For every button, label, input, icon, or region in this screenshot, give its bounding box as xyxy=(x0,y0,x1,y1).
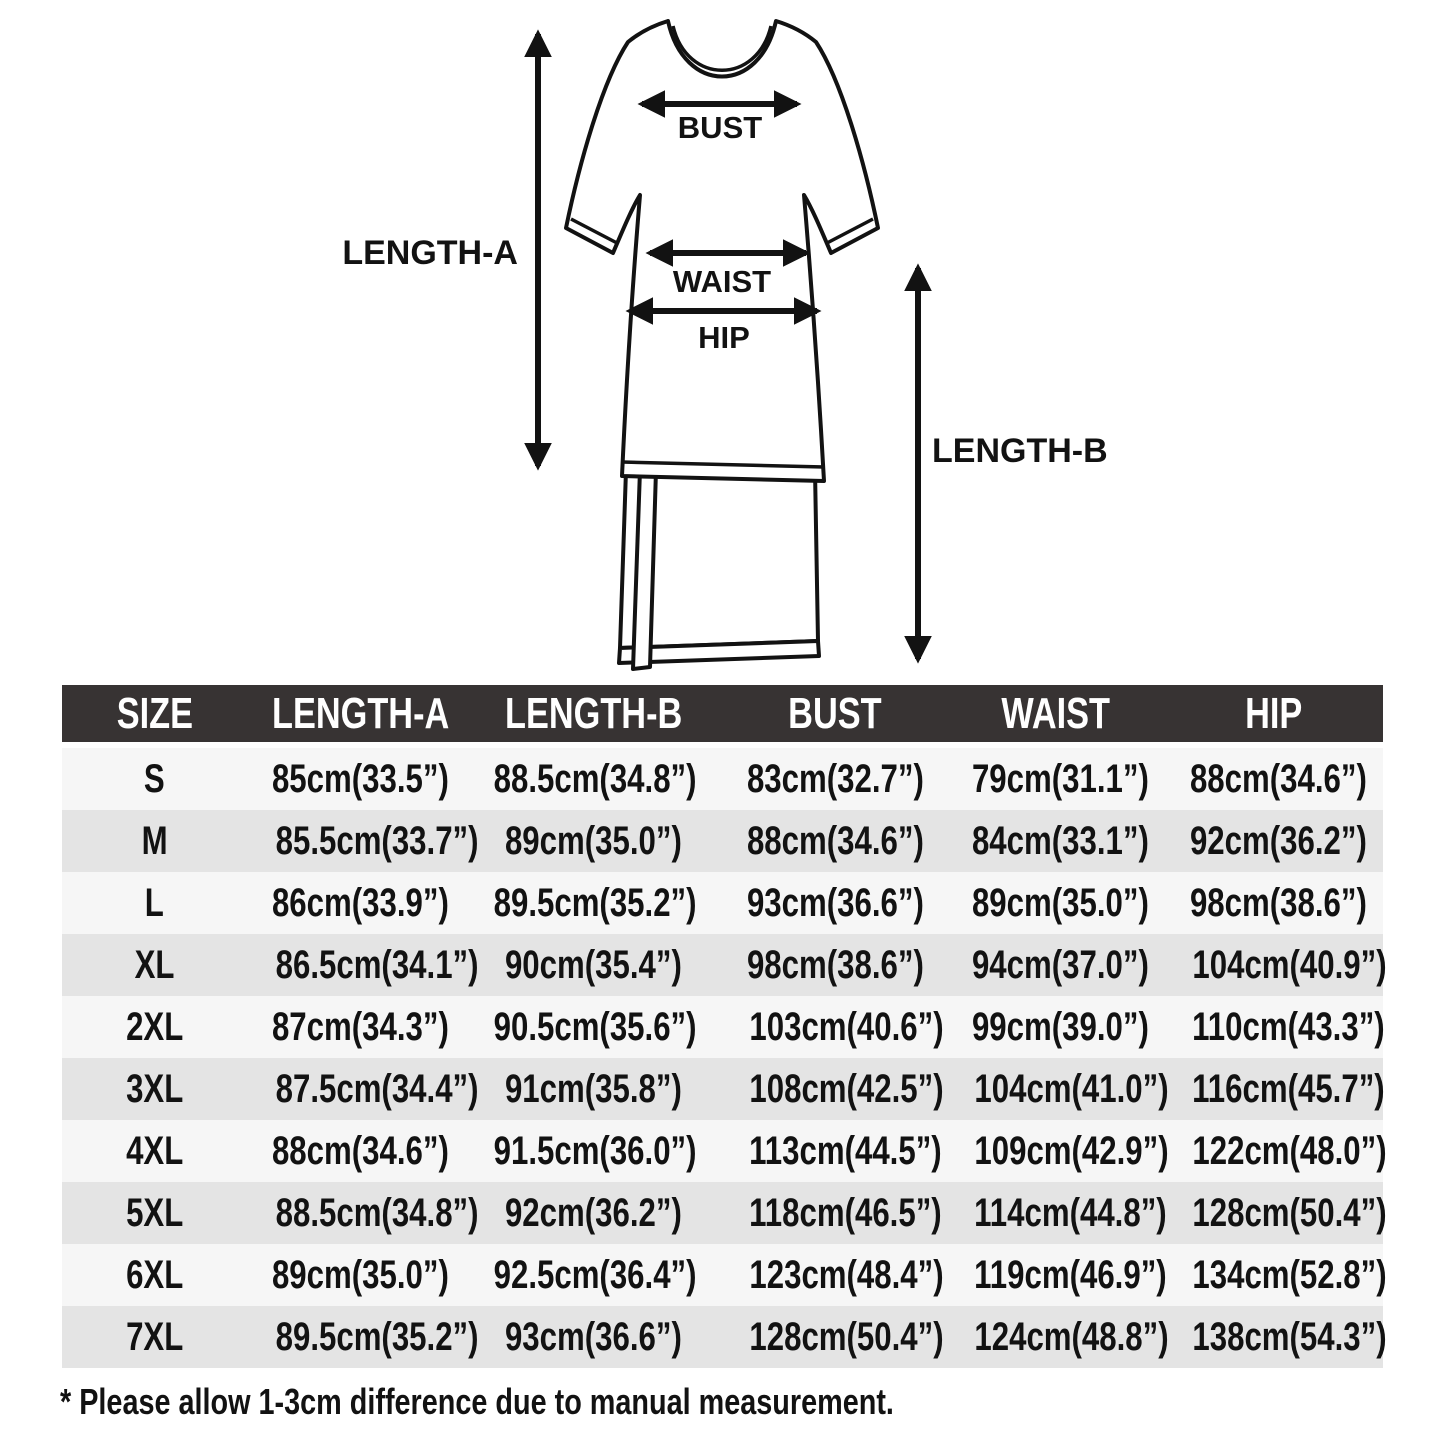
cell-text: 7XL xyxy=(125,1314,184,1359)
measurement-cell xyxy=(722,1306,947,1368)
measurement-cell xyxy=(722,1182,947,1244)
cell-text: 122cm(48.0”) xyxy=(1192,1128,1387,1173)
cell-text: 91cm(35.8”) xyxy=(505,1066,683,1111)
table-row xyxy=(62,810,1383,872)
measurement-cell xyxy=(1165,1120,1387,1182)
bust-label: BUST xyxy=(677,110,763,145)
size-cell xyxy=(62,1306,247,1368)
cell-text: 128cm(50.4”) xyxy=(1192,1190,1387,1235)
size-chart-table xyxy=(62,685,1387,1368)
size-cell xyxy=(62,1120,247,1182)
size-table-body xyxy=(62,745,1387,1368)
measurement-cell xyxy=(722,996,947,1058)
table-row xyxy=(62,1182,1383,1244)
measurement-cell xyxy=(247,1244,465,1306)
cell-text: 89.5cm(35.2”) xyxy=(275,1314,479,1359)
cell-text: 118cm(46.5”) xyxy=(749,1190,943,1235)
cell-text: 79cm(31.1”) xyxy=(971,756,1149,801)
size-cell xyxy=(62,810,247,872)
measurement-cell xyxy=(722,745,947,810)
table-row xyxy=(62,1244,1383,1306)
cell-text: 5XL xyxy=(125,1190,184,1235)
length-b-label: LENGTH-B xyxy=(932,432,1108,470)
cell-text: 99cm(39.0”) xyxy=(971,1004,1149,1049)
size-cell xyxy=(62,745,247,810)
column-header-length-a: LENGTH-A xyxy=(247,685,465,745)
cell-text: 98cm(38.6”) xyxy=(747,942,925,987)
cell-text: 92.5cm(36.4”) xyxy=(493,1252,697,1297)
cell-text: 88.5cm(34.8”) xyxy=(493,756,697,801)
cell-text: 113cm(44.5”) xyxy=(749,1128,943,1173)
cell-text: 86cm(33.9”) xyxy=(271,880,449,925)
waist-label: WAIST xyxy=(672,264,772,299)
cell-text: L xyxy=(144,880,164,925)
cell-text: 86.5cm(34.1”) xyxy=(275,942,479,987)
cell-text: XL xyxy=(134,942,175,987)
cell-text: 124cm(48.8”) xyxy=(974,1314,1169,1359)
cell-text: 85.5cm(33.7”) xyxy=(275,818,479,863)
cell-text: 89cm(35.0”) xyxy=(271,1252,449,1297)
measurement-cell xyxy=(947,1182,1165,1244)
measurement-cell xyxy=(465,1244,723,1306)
table-header-row xyxy=(62,685,1383,745)
cell-text: M xyxy=(141,818,168,863)
cell-text: 89cm(35.0”) xyxy=(971,880,1149,925)
size-cell xyxy=(62,1244,247,1306)
measurement-cell xyxy=(722,1058,947,1120)
measurement-note xyxy=(60,1382,1102,1422)
cell-text: 116cm(45.7”) xyxy=(1192,1066,1385,1111)
measurement-cell xyxy=(1165,810,1383,872)
cell-text: 110cm(43.3”) xyxy=(1192,1004,1385,1049)
cell-text: 87.5cm(34.4”) xyxy=(275,1066,479,1111)
measurement-cell xyxy=(465,996,723,1058)
measurement-cell xyxy=(947,934,1165,996)
measurement-cell xyxy=(465,745,723,810)
measurement-cell xyxy=(247,1182,479,1244)
measurement-cell xyxy=(947,1058,1169,1120)
measurement-cell xyxy=(947,1120,1169,1182)
size-cell xyxy=(62,872,247,934)
cell-text: 6XL xyxy=(125,1252,184,1297)
measurement-cell xyxy=(947,1244,1165,1306)
measurement-cell xyxy=(1165,1182,1387,1244)
cell-text: 123cm(48.4”) xyxy=(749,1252,945,1297)
cell-text: 85cm(33.5”) xyxy=(271,756,449,801)
measurement-cell xyxy=(247,1058,479,1120)
cell-text: 88cm(34.6”) xyxy=(271,1128,449,1173)
size-cell xyxy=(62,1182,247,1244)
measurement-cell xyxy=(947,745,1165,810)
cell-text: 104cm(40.9”) xyxy=(1192,942,1387,987)
size-cell xyxy=(62,996,247,1058)
cell-text: 87cm(34.3”) xyxy=(271,1004,449,1049)
measurement-cell xyxy=(465,872,723,934)
garment-diagram xyxy=(0,0,1445,685)
cell-text: 94cm(37.0”) xyxy=(971,942,1149,987)
garment-drawing xyxy=(0,0,1445,685)
measurement-cell xyxy=(247,810,479,872)
table-row xyxy=(62,1306,1383,1368)
measurement-cell xyxy=(247,996,465,1058)
measurement-cell xyxy=(947,872,1165,934)
cell-text: 119cm(46.9”) xyxy=(974,1252,1167,1297)
cell-text: 89.5cm(35.2”) xyxy=(493,880,697,925)
cell-text: 90.5cm(35.6”) xyxy=(493,1004,697,1049)
measurement-cell xyxy=(947,810,1165,872)
cell-text: 2XL xyxy=(125,1004,184,1049)
length-a-label: LENGTH-A xyxy=(342,234,518,272)
measurement-cell xyxy=(1165,1306,1387,1368)
cell-text: 103cm(40.6”) xyxy=(749,1004,945,1049)
cell-text: 134cm(52.8”) xyxy=(1192,1252,1387,1297)
size-cell xyxy=(62,934,247,996)
size-cell xyxy=(62,1058,247,1120)
cell-text: 98cm(38.6”) xyxy=(1189,880,1367,925)
measurement-cell xyxy=(247,872,465,934)
measurement-cell xyxy=(247,745,465,810)
measurement-cell xyxy=(465,1306,723,1368)
measurement-cell xyxy=(465,810,723,872)
measurement-cell xyxy=(247,1306,479,1368)
table-row xyxy=(62,872,1383,934)
cell-text: 89cm(35.0”) xyxy=(505,818,683,863)
measurement-cell xyxy=(1165,1058,1383,1120)
cell-text: 138cm(54.3”) xyxy=(1192,1314,1387,1359)
cell-text: 83cm(32.7”) xyxy=(747,756,925,801)
cell-text: S xyxy=(144,756,165,801)
measurement-cell xyxy=(1165,745,1383,810)
measurement-cell xyxy=(722,1120,947,1182)
table-row xyxy=(62,996,1383,1058)
table-row xyxy=(62,934,1383,996)
table-row xyxy=(62,1058,1383,1120)
column-header-waist: WAIST xyxy=(947,685,1165,745)
cell-text: 93cm(36.6”) xyxy=(747,880,925,925)
measurement-note-text: * Please allow 1-3cm difference due to manual measurement. xyxy=(60,1381,894,1422)
measurement-cell xyxy=(1165,996,1383,1058)
measurement-cell xyxy=(947,996,1165,1058)
measurement-cell xyxy=(722,810,947,872)
cell-text: 88cm(34.6”) xyxy=(747,818,925,863)
measurement-cell xyxy=(722,1244,947,1306)
measurement-cell xyxy=(1165,872,1383,934)
cell-text: 92cm(36.2”) xyxy=(505,1190,683,1235)
cell-text: 92cm(36.2”) xyxy=(1189,818,1367,863)
cell-text: 114cm(44.8”) xyxy=(974,1190,1167,1235)
cell-text: 109cm(42.9”) xyxy=(974,1128,1169,1173)
cell-text: 88cm(34.6”) xyxy=(1189,756,1367,801)
column-header-bust: BUST xyxy=(722,685,947,745)
measurement-cell xyxy=(1165,934,1387,996)
cell-text: 3XL xyxy=(125,1066,184,1111)
cell-text: 128cm(50.4”) xyxy=(749,1314,945,1359)
measurement-cell xyxy=(465,1182,723,1244)
column-header-size: SIZE xyxy=(62,685,247,745)
measurement-cell xyxy=(247,934,479,996)
table-row xyxy=(62,1120,1383,1182)
measurement-cell xyxy=(465,934,723,996)
measurement-cell xyxy=(465,1120,723,1182)
cell-text: 108cm(42.5”) xyxy=(749,1066,945,1111)
measurement-cell xyxy=(465,1058,723,1120)
hip-label: HIP xyxy=(698,320,750,355)
measurement-cell xyxy=(722,872,947,934)
cell-text: 104cm(41.0”) xyxy=(974,1066,1169,1111)
column-header-hip: HIP xyxy=(1165,685,1383,745)
cell-text: 93cm(36.6”) xyxy=(505,1314,683,1359)
cell-text: 90cm(35.4”) xyxy=(505,942,683,987)
measurement-cell xyxy=(247,1120,465,1182)
cell-text: 84cm(33.1”) xyxy=(971,818,1149,863)
cell-text: 88.5cm(34.8”) xyxy=(275,1190,479,1235)
measurement-cell xyxy=(947,1306,1169,1368)
measurement-cell xyxy=(1165,1244,1387,1306)
table-row xyxy=(62,745,1383,810)
column-header-length-b: LENGTH-B xyxy=(465,685,723,745)
measurement-cell xyxy=(722,934,947,996)
cell-text: 91.5cm(36.0”) xyxy=(493,1128,697,1173)
cell-text: 4XL xyxy=(125,1128,184,1173)
